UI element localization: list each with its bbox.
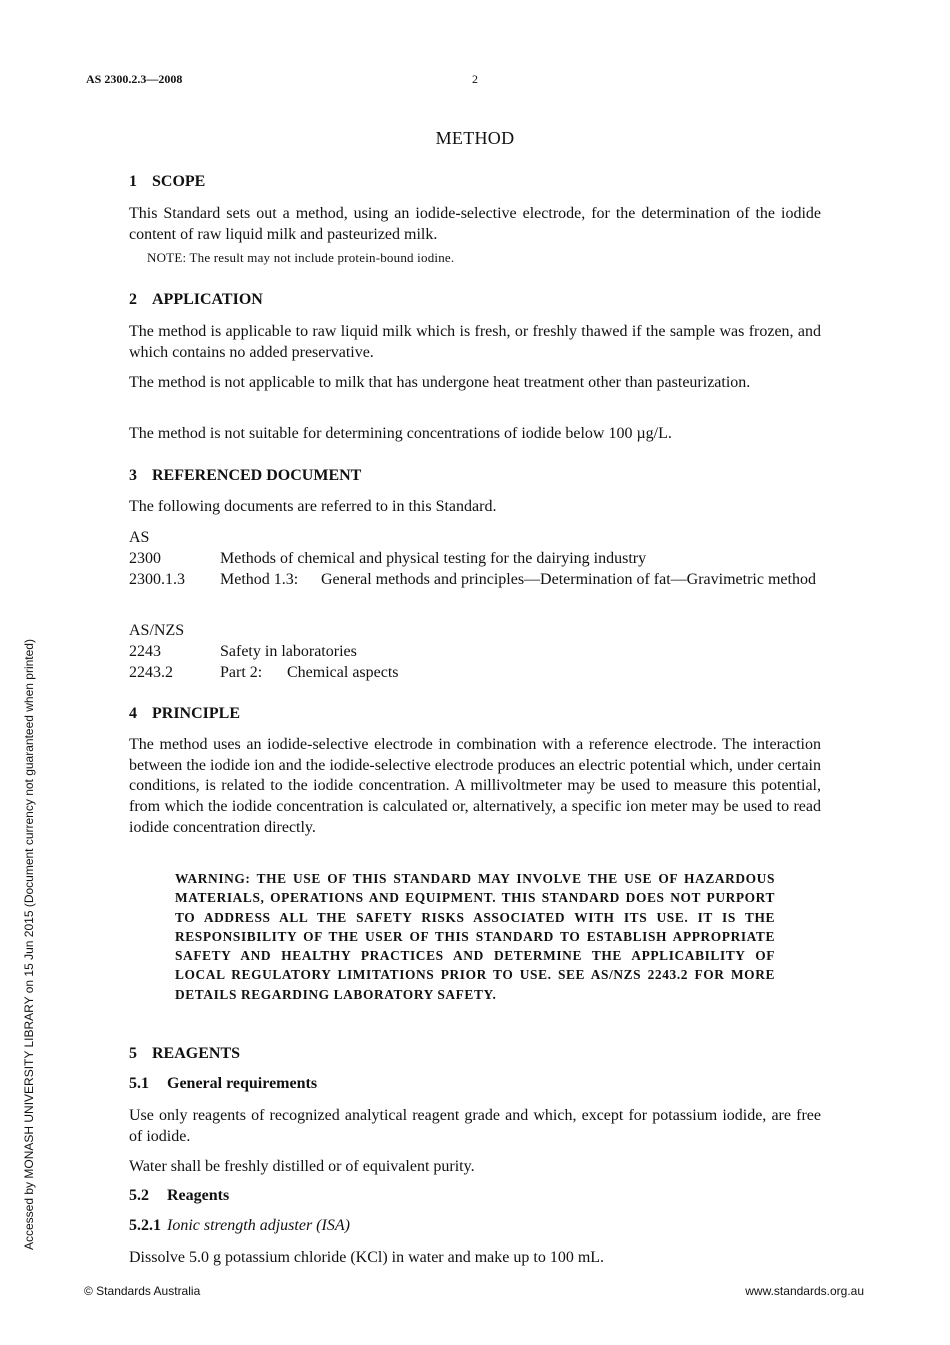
section-title: General requirements [167, 1075, 318, 1092]
reference-code: 2300.1.3 [129, 571, 185, 588]
general-requirements-paragraph-2: Water shall be freshly distilled or of equivalent purity. [129, 1158, 475, 1175]
section-4-heading [129, 705, 240, 723]
section-title: REFERENCED DOCUMENT [152, 467, 362, 484]
footer-copyright: © Standards Australia [84, 1284, 201, 1298]
application-paragraph-1: The method is applicable to raw liquid milk which is fresh, or freshly thawed if the sample was frozen, and which contains no added preservative. [129, 323, 821, 361]
reference-title: Methods of chemical and physical testing for the dairying industry [220, 550, 647, 567]
section-number: 4 [129, 705, 137, 722]
access-watermark: Accessed by MONASH UNIVERSITY LIBRARY on 15 Jun 2015 (Document currency not guaranteed when printed) [22, 639, 36, 1250]
reference-group-label: AS/NZS [129, 622, 185, 639]
reference-title: Chemical aspects [287, 664, 399, 681]
subsection-5-2-1-heading [129, 1217, 350, 1235]
section-number: 5.1 [129, 1075, 149, 1092]
section-5-heading [129, 1045, 240, 1063]
subsection-5-1-heading [129, 1075, 317, 1093]
section-number: 5.2.1 [129, 1217, 161, 1234]
reference-title: Safety in laboratories [220, 643, 357, 660]
reference-code: 2243 [129, 643, 161, 660]
section-title: APPLICATION [152, 291, 263, 308]
section-number: 2 [129, 291, 137, 308]
application-paragraph-3: The method is not suitable for determining concentrations of iodide below 100 µg/L. [129, 425, 672, 442]
subsection-5-2-heading [129, 1187, 229, 1205]
safety-warning: WARNING: THE USE OF THIS STANDARD MAY INVOLVE THE USE OF HAZARDOUS MATERIALS, OPERATIONS AND EQUIPMENT. THIS STANDARD DOES NOT PURPORT TO ADDRESS ALL THE SAFETY RISKS ASSOCIATED WITH ITS USE. IT IS THE RESPONSIBILITY OF THE USER OF THIS STANDARD TO ESTABLISH APPROPRIATE SAFETY AND HEALTHY PRACTICES AND DETERMINE THE APPLICABILITY OF LOCAL REGULATORY LIMITATIONS PRIOR TO USE. SEE AS/NZS 2243.2 FOR MORE DETAILS REGARDING LABORATORY SAFETY. [175, 871, 775, 1002]
section-2-heading [129, 291, 263, 309]
general-requirements-paragraph-1: Use only reagents of recognized analytical reagent grade and which, except for potassium iodide, are free of iodide. [129, 1107, 821, 1145]
reference-part: Part 2: [220, 664, 263, 681]
section-title: REAGENTS [152, 1045, 241, 1062]
scope-paragraph: This Standard sets out a method, using an iodide-selective electrode, for the determination of the iodide content of raw liquid milk and pasteurized milk. [129, 205, 821, 243]
section-number: 5 [129, 1045, 137, 1062]
section-title: PRINCIPLE [152, 705, 241, 722]
reference-code: 2300 [129, 550, 161, 567]
page-title: METHOD [435, 128, 515, 148]
scope-note: NOTE: The result may not include protein-bound iodine. [147, 250, 455, 265]
reference-code: 2243.2 [129, 664, 173, 681]
section-number: 1 [129, 173, 137, 190]
principle-paragraph: The method uses an iodide-selective electrode in combination with a reference electrode. The interaction between the iodide ion and the iodide-selective electrode produces an electric potential which, under certain conditions, is related to the iodide concentration. A millivoltmeter may be used to measure this potential, from which the iodide concentration is calculated or, alternatively, a specific ion meter may be used to read iodide concentration directly. [129, 736, 821, 836]
application-paragraph-2: The method is not applicable to milk that has undergone heat treatment other than pasteurization. [129, 374, 751, 391]
references-intro: The following documents are referred to in this Standard. [129, 498, 497, 515]
section-3-heading [129, 467, 361, 485]
section-title: Reagents [167, 1187, 230, 1204]
footer-website-link[interactable]: www.standards.org.au [745, 1284, 864, 1298]
reference-title: General methods and principles—Determination of fat—Gravimetric method [321, 571, 816, 588]
section-number: 5.2 [129, 1187, 149, 1204]
section-1-heading [129, 173, 205, 191]
page-number: 2 [472, 72, 478, 86]
reference-part: Method 1.3: [220, 571, 299, 588]
document-code: AS 2300.2.3—2008 [86, 72, 183, 86]
isa-paragraph: Dissolve 5.0 g potassium chloride (KCl) in water and make up to 100 mL. [129, 1249, 605, 1266]
section-title: SCOPE [152, 173, 206, 190]
section-number: 3 [129, 467, 137, 484]
reference-group-label: AS [129, 529, 150, 546]
section-title: Ionic strength adjuster (ISA) [167, 1217, 350, 1234]
